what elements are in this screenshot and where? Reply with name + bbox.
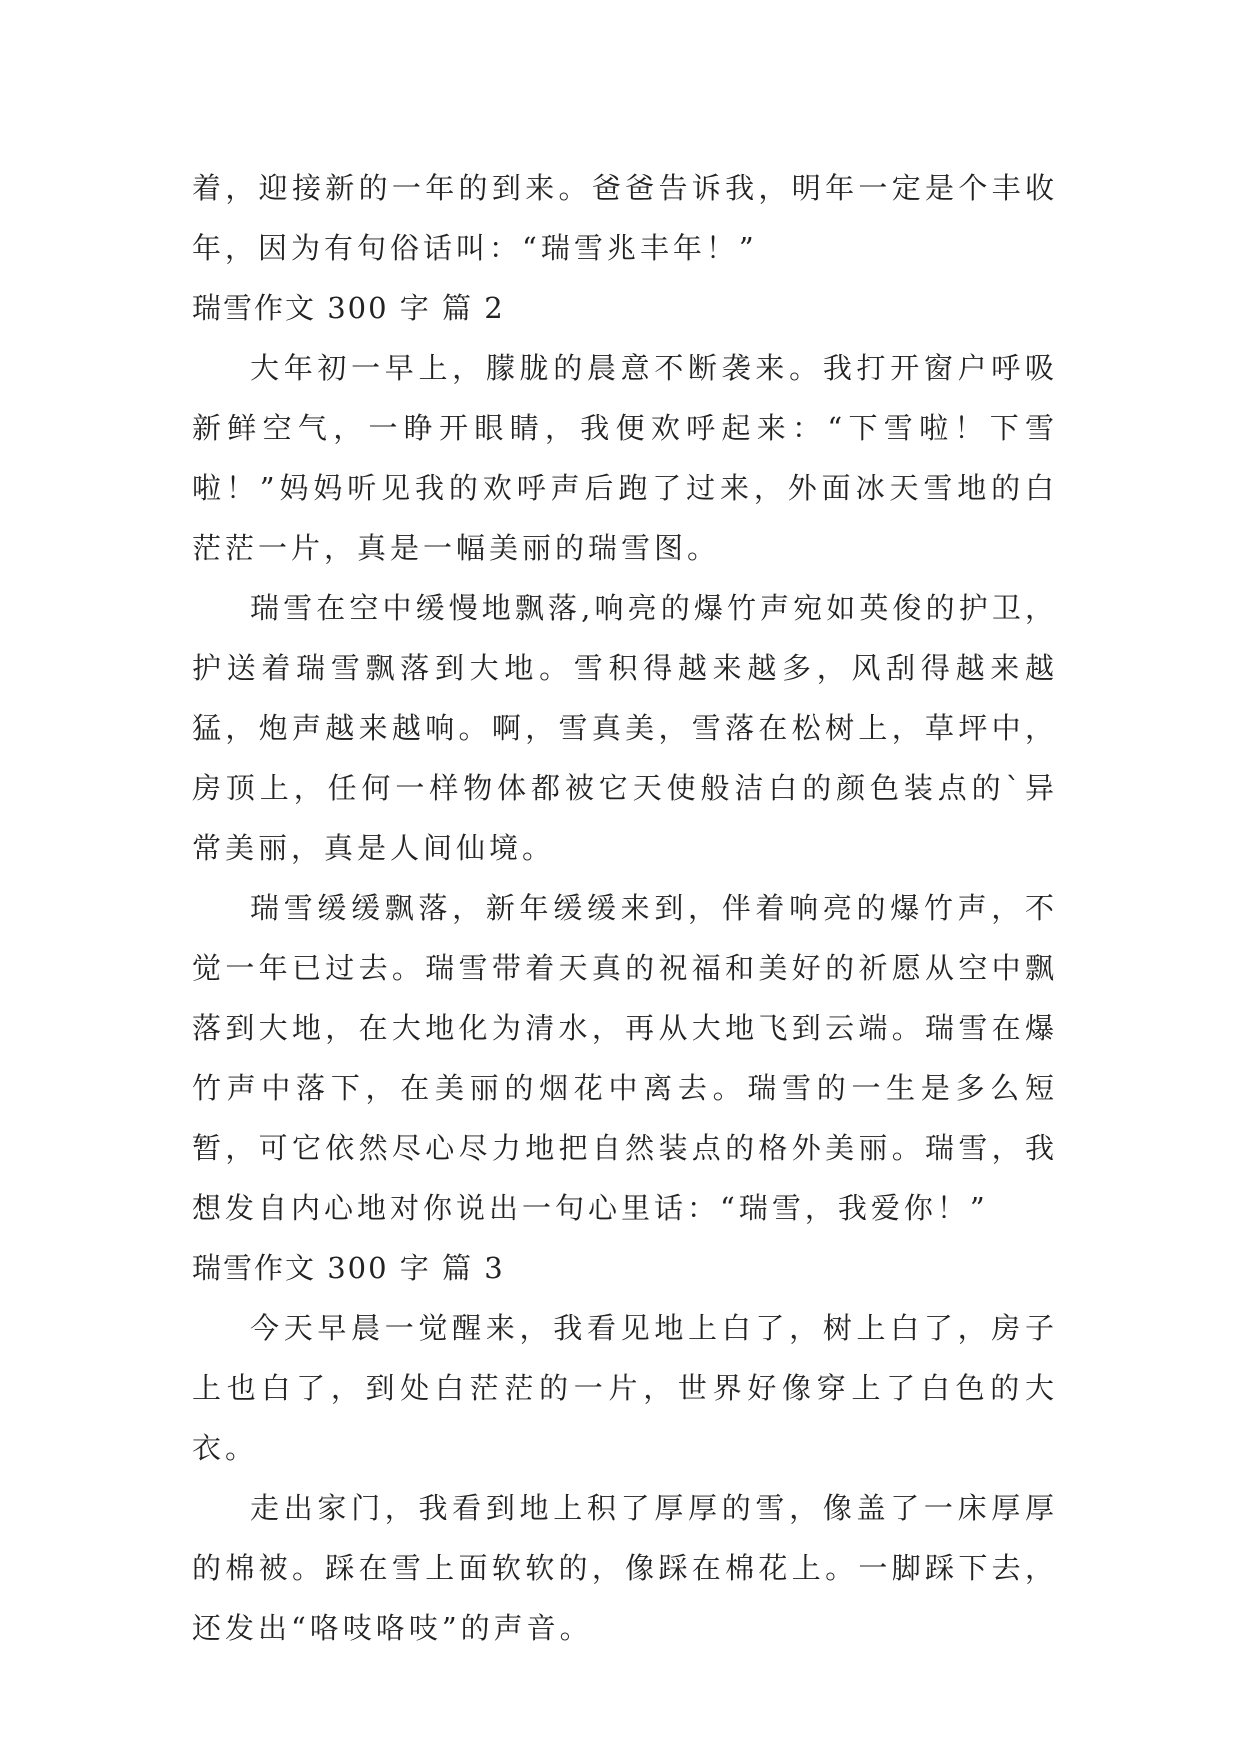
section-2-paragraph-1: 大年初一早上，朦胧的晨意不断袭来。我打开窗户呼吸新鲜空气，一睁开眼睛，我便欢呼起来：“下雪啦！下雪啦！”妈妈听见我的欢呼声后跑了过来，外面冰天雪地的白茫茫一片，真是一幅美丽的瑞雪图。 <box>192 351 1058 565</box>
section-2-paragraph-3: 瑞雪缓缓飘落，新年缓缓来到，伴着响亮的爆竹声，不觉一年已过去。瑞雪带着天真的祝福和美好的祈愿从空中飘落到大地，在大地化为清水，再从大地飞到云端。瑞雪在爆竹声中落下，在美丽的烟花中离去。瑞雪的一生是多么短暂，可它依然尽心尽力地把自然装点的格外美丽。瑞雪，我想发自内心地对你说出一句心里话：“瑞雪，我爱你！” <box>192 891 1058 1225</box>
intro-paragraph: 着，迎接新的一年的到来。爸爸告诉我，明年一定是个丰收年，因为有句俗话叫：“瑞雪兆丰年！” <box>192 171 1058 265</box>
section-2-paragraph-2: 瑞雪在空中缓慢地飘落,响亮的爆竹声宛如英俊的护卫，护送着瑞雪飘落到大地。雪积得越来越多，风刮得越来越猛，炮声越来越响。啊，雪真美，雪落在松树上，草坪中，房顶上，任何一样物体都被它天使般洁白的颜色装点的`异常美丽，真是人间仙境。 <box>192 591 1058 865</box>
section-3-heading: 瑞雪作文 300 字 篇 3 <box>192 1251 505 1285</box>
section-2-heading: 瑞雪作文 300 字 篇 2 <box>192 291 505 325</box>
document-page <box>192 158 1058 1658</box>
section-3-paragraph-1: 今天早晨一觉醒来，我看见地上白了，树上白了，房子上也白了，到处白茫茫的一片，世界好像穿上了白色的大衣。 <box>192 1311 1058 1465</box>
section-3-paragraph-2: 走出家门，我看到地上积了厚厚的雪，像盖了一床厚厚的棉被。踩在雪上面软软的，像踩在棉花上。一脚踩下去，还发出“咯吱咯吱”的声音。 <box>192 1491 1058 1645</box>
